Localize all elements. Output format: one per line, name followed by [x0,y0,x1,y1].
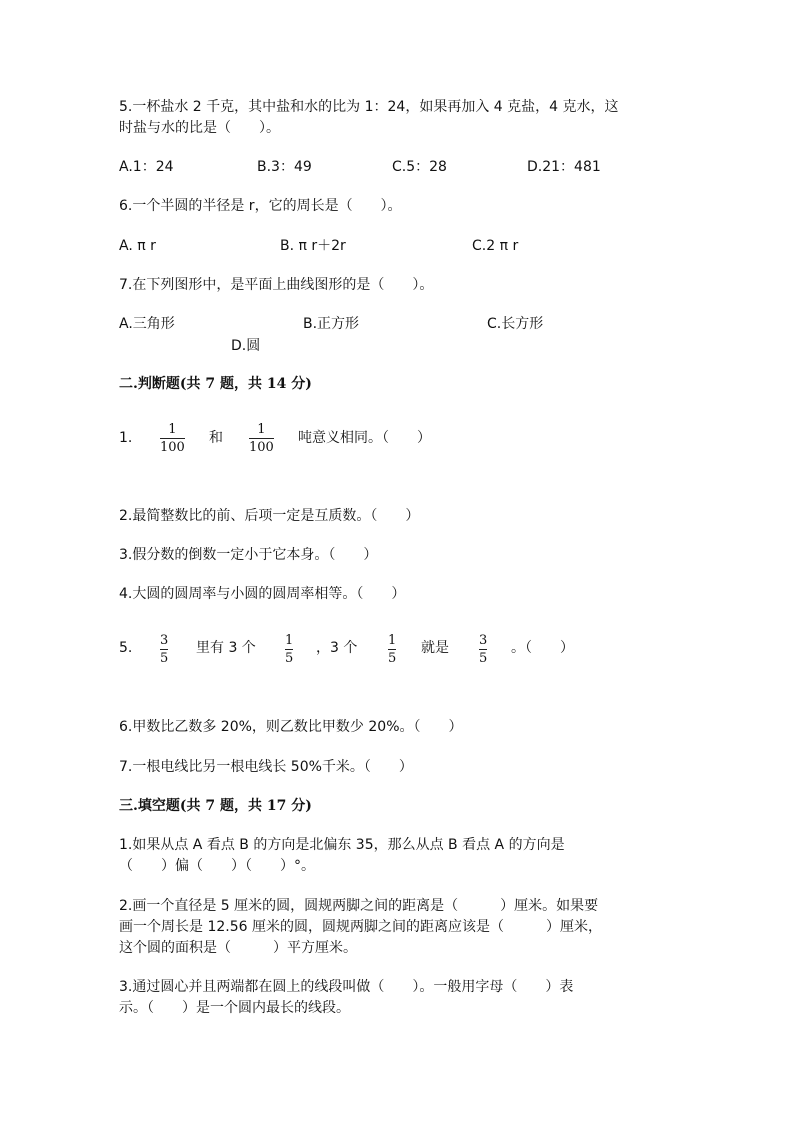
fraction-denominator: 100 [160,440,185,455]
fraction-bar [249,438,274,439]
section-heading-judge: 二.判断题(共 7 题，共 14 分) [119,376,312,392]
fraction-denominator: 5 [160,651,169,666]
fraction-denominator: 5 [285,651,294,666]
fraction-numerator: 1 [285,633,294,648]
judge-1-and: 和 [209,430,223,446]
question-5-line-2: 时盐与水的比是（ ）。 [119,120,280,136]
judge-2-text: 2.最简整数比的前、后项一定是互质数。（ ） [119,508,420,524]
option-d: D.圆 [231,338,261,354]
section-heading-fill: 三.填空题(共 7 题，共 17 分) [119,798,312,814]
fraction [479,633,487,666]
fraction-bar [388,649,396,650]
fraction-bar [160,438,185,439]
fraction-denominator: 5 [388,651,397,666]
fill-1-line-1: 1.如果从点 A 看点 B 的方向是北偏东 35，那么从点 B 看点 A 的方向是 [119,837,565,853]
fraction-denominator: 100 [249,440,274,455]
judge-1-tail: 吨意义相同。（ ） [298,430,431,446]
fraction-numerator: 1 [257,422,266,437]
fraction-numerator: 1 [168,422,177,437]
fraction-bar [479,649,487,650]
option-d: D.21：481 [527,159,601,175]
judge-6-text: 6.甲数比乙数多 20%，则乙数比甲数少 20%。（ ） [119,719,463,735]
fraction-numerator: 3 [479,633,488,648]
fraction-denominator: 5 [479,651,488,666]
option-c: C.2 π r [472,238,519,254]
fill-1-line-2: （ ）偏（ ）（ ）°。 [119,858,315,874]
fill-2-line-2: 画一个周长是 12.56 厘米的圆，圆规两脚之间的距离应该是（ ）厘米， [119,919,602,935]
option-a: A.三角形 [119,316,175,332]
question-5-line-1: 5.一杯盐水 2 千克，其中盐和水的比为 1：24，如果再加入 4 克盐，4 克水，这 [119,99,619,115]
fraction [160,633,168,666]
fraction-bar [285,649,293,650]
judge-7-text: 7.一根电线比另一根电线长 50%千米。（ ） [119,759,413,775]
judge-5-text-1: 里有 3 个 [196,640,256,656]
fraction [388,633,396,666]
fraction-bar [160,649,168,650]
judge-5-number: 5. [119,640,133,656]
fraction [249,422,274,455]
judge-5-text-3: 就是 [421,640,449,656]
fraction [285,633,293,666]
option-b: B. π r＋2r [280,238,346,254]
fraction-numerator: 3 [160,633,169,648]
option-a: A. π r [119,238,156,254]
question-6-text: 6.一个半圆的半径是 r，它的周长是（ ）。 [119,198,402,214]
option-c: C.长方形 [487,316,544,332]
option-c: C.5：28 [392,159,447,175]
fill-2-line-3: 这个圆的面积是（ ）平方厘米。 [119,940,357,956]
judge-5-text-2: ，3 个 [316,640,358,656]
judge-4-text: 4.大圆的圆周率与小圆的圆周率相等。（ ） [119,586,406,602]
option-b: B.3：49 [257,159,312,175]
judge-1-number: 1. [119,430,133,446]
fill-3-line-2: 示。（ ）是一个圆内最长的线段。 [119,1000,350,1016]
fill-3-line-1: 3.通过圆心并且两端都在圆上的线段叫做（ ）。一般用字母（ ）表 [119,979,574,995]
question-7-text: 7.在下列图形中，是平面上曲线图形的是（ ）。 [119,277,434,293]
judge-5-tail: 。（ ） [511,640,574,656]
option-a: A.1：24 [119,159,174,175]
judge-3-text: 3.假分数的倒数一定小于它本身。（ ） [119,547,378,563]
fill-2-line-1: 2.画一个直径是 5 厘米的圆，圆规两脚之间的距离是（ ）厘米。如果要 [119,898,599,914]
fraction-numerator: 1 [388,633,397,648]
option-b: B.正方形 [303,316,360,332]
fraction [160,422,185,455]
